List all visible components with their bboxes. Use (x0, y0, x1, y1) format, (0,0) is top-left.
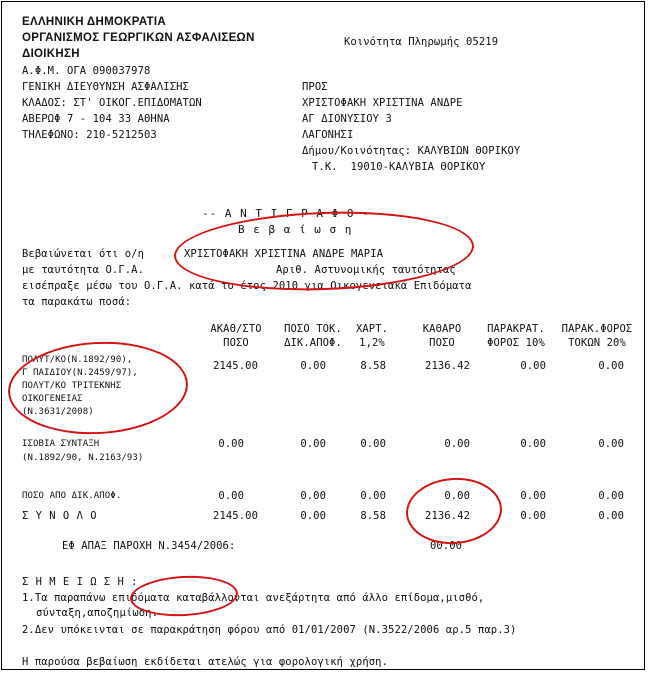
recipient-name: ΧΡΙΣΤΟΦΑΚΗ ΧΡΙΣΤΙΝΑ ΑΝΔΡΕ (302, 97, 463, 109)
header-withheld-2: ΦΟΡΟΣ 10% (487, 337, 545, 349)
row3-label: ΠΟΣΟ ΑΠΟ ΔΙΚ.ΑΠΟΦ. (22, 491, 122, 501)
sender-phone: ΤΗΛΕΦΩΝΟ: 210-5212503 (22, 129, 157, 141)
row1-interest: 0.00 (300, 360, 326, 372)
row1-label-2: Γ ΠΑΙΔΙΟΥ(Ν.2459/97), (22, 368, 138, 378)
row3-withheld: 0.00 (520, 490, 546, 502)
lump-sum-value: 00.00 (430, 540, 463, 552)
header-stamp-2: 1,2% (359, 337, 385, 349)
row1-interest-tax: 0.00 (598, 360, 624, 372)
total-stamp: 8.58 (360, 510, 386, 522)
sender-line-3: ΔΙΟΙΚΗΣΗ (22, 48, 80, 60)
notes-title: Σ Η Μ Ε Ι Ω Σ Η : (22, 576, 138, 588)
row3-interest-tax: 0.00 (598, 490, 624, 502)
row1-label-5: (Ν.3631/2008) (22, 407, 94, 417)
note-1b: σύνταξη,αποζημίωση. (36, 607, 159, 619)
header-stamp: ΧΑΡΤ. (355, 323, 389, 335)
row2-interest: 0.00 (300, 438, 326, 450)
annotation-circle-net-total (404, 475, 504, 548)
body-line-1-prefix: Βεβαιώνεται ότι ο/η (22, 248, 145, 260)
row2-withheld: 0.00 (520, 438, 546, 450)
payment-community: Κοινότητα Πληρωμής 05219 (344, 36, 499, 48)
header-net-2: ΠΟΣΟ (429, 337, 455, 349)
total-interest: 0.00 (300, 510, 326, 522)
row3-stamp: 0.00 (360, 490, 386, 502)
row3-net: 0.00 (444, 490, 470, 502)
footer-statement: Η παρούσα βεβαίωση εκδίδεται ατελώς για φορολογική χρήση. (22, 656, 389, 668)
sender-afm: Α.Φ.Μ. ΟΓΑ 090037978 (22, 65, 151, 77)
row1-label-3: ΠΟΛΥΤ/ΚΟ ΤΡΙΤΕΚΝΗΣ (22, 381, 122, 391)
row1-withheld: 0.00 (520, 360, 546, 372)
row3-interest: 0.00 (300, 490, 326, 502)
recipient-area: ΛΑΓΟΝΗΣΙ (302, 129, 354, 141)
recipient-municipality: Δήμου/Κοινότητας: ΚΑΛΥΒΙΩΝ ΘΟΡΙΚΟΥ (302, 145, 521, 157)
row1-label-1: ΠΟΛΥΤ/ΚΟ(Ν.1892/90), (22, 355, 133, 365)
recipient-postal: Τ.Κ. 19010-ΚΑΛΥΒΙΑ ΘΟΡΙΚΟΥ (312, 161, 486, 173)
note-1a: 1.Τα παραπάνω επιδόματα καταβάλλονται ανεξάρτητα από άλλο επίδομα,μισθό, (22, 592, 485, 604)
header-net: ΚΑΘΑΡΟ (422, 323, 462, 335)
body-line-2b: Αριθ. Αστυνομικής ταυτότητας (276, 264, 456, 276)
total-withheld: 0.00 (520, 510, 546, 522)
sender-line-1: ΕΛΛΗΝΙΚΗ ΔΗΜΟΚΡΑΤΙΑ (22, 16, 166, 28)
total-interest-tax: 0.00 (598, 510, 624, 522)
recipient-street: ΑΓ ΔΙΟΝΥΣΙΟΥ 3 (302, 113, 392, 125)
header-interest-tax: ΠΑΡΑΚ.ΦΟΡΟΣ (561, 323, 633, 335)
row1-net: 2136.42 (425, 360, 470, 372)
note-2: 2.Δεν υπόκεινται σε παρακράτηση φόρου από 01/01/2007 (Ν.3522/2006 αρ.5 παρ.3) (22, 624, 517, 636)
total-net: 2136.42 (425, 510, 470, 522)
certificate-document (1, 1, 645, 670)
total-label: Σ Υ Ν Ο Λ Ο (22, 510, 98, 522)
row2-gross: 0.00 (218, 438, 244, 450)
recipient-to: ΠΡΟΣ (302, 81, 328, 93)
header-interest: ΠΟΣΟ ΤΟΚ. (284, 323, 342, 335)
total-gross: 2145.00 (213, 510, 258, 522)
header-withheld: ΠΑΡΑΚΡΑΤ. (487, 323, 545, 335)
header-gross: ΑΚΑΘ/ΣΤΟ (210, 323, 262, 335)
row2-net: 0.00 (444, 438, 470, 450)
header-gross-2: ΠΟΣΟ (223, 337, 249, 349)
sender-directorate: ΓΕΝΙΚΗ ΔΙΕΥΘΥΝΣΗ ΑΣΦΑΛΙΣΗΣ (22, 81, 189, 93)
body-line-4: τα παρακάτω ποσά: (22, 296, 132, 308)
row3-gross: 0.00 (218, 490, 244, 502)
row1-label-4: ΟΙΚΟΓΕΝΕΙΑΣ (22, 394, 83, 404)
row1-stamp: 8.58 (360, 360, 386, 372)
sender-branch: ΚΛΑΔΟΣ: ΣΤ' ΟΙΚΟΓ.ΕΠΙΔΟΜΑΤΩΝ (22, 97, 202, 109)
copy-label: -- Α Ν Τ Ι Γ Ρ Α Φ Ο -- (202, 207, 378, 220)
body-line-3: εισέπραξε μέσω του Ο.Γ.Α. κατά το έτος 2010 για Οικογενειακά Επιδόματα (22, 280, 472, 292)
header-interest-2: ΔΙΚ.ΑΠΟΦ. (284, 337, 342, 349)
row1-gross: 2145.00 (213, 360, 258, 372)
row2-stamp: 0.00 (360, 438, 386, 450)
lump-sum-label: ΕΦ ΑΠΑΞ ΠΑΡΟΧΗ Ν.3454/2006: (62, 540, 236, 552)
header-interest-tax-2: ΤΟΚΩΝ 20% (568, 337, 626, 349)
beneficiary-name: ΧΡΙΣΤΟΦΑΚΗ ΧΡΙΣΤΙΝΑ ΑΝΔΡΕ ΜΑΡΙΑ (184, 248, 384, 260)
body-line-2a: με ταυτότητα Ο.Γ.Α. (22, 264, 145, 276)
sender-address: ΑΒΕΡΩΦ 7 - 104 33 ΑΘΗΝΑ (22, 113, 170, 125)
sender-line-2: ΟΡΓΑΝΙΣΜΟΣ ΓΕΩΡΓΙΚΩΝ ΑΣΦΑΛΙΣΕΩΝ (22, 32, 255, 44)
annotation-circle-benefits (6, 337, 191, 438)
row2-interest-tax: 0.00 (598, 438, 624, 450)
row2-label-1: ΙΣΟΒΙΑ ΣΥΝΤΑΞΗ (22, 439, 100, 449)
annotation-circle-note (129, 573, 239, 619)
row2-label-2: (Ν.1892/90, Ν.2163/93) (22, 453, 144, 463)
document-title: Β ε β α ί ω σ η (238, 223, 353, 236)
